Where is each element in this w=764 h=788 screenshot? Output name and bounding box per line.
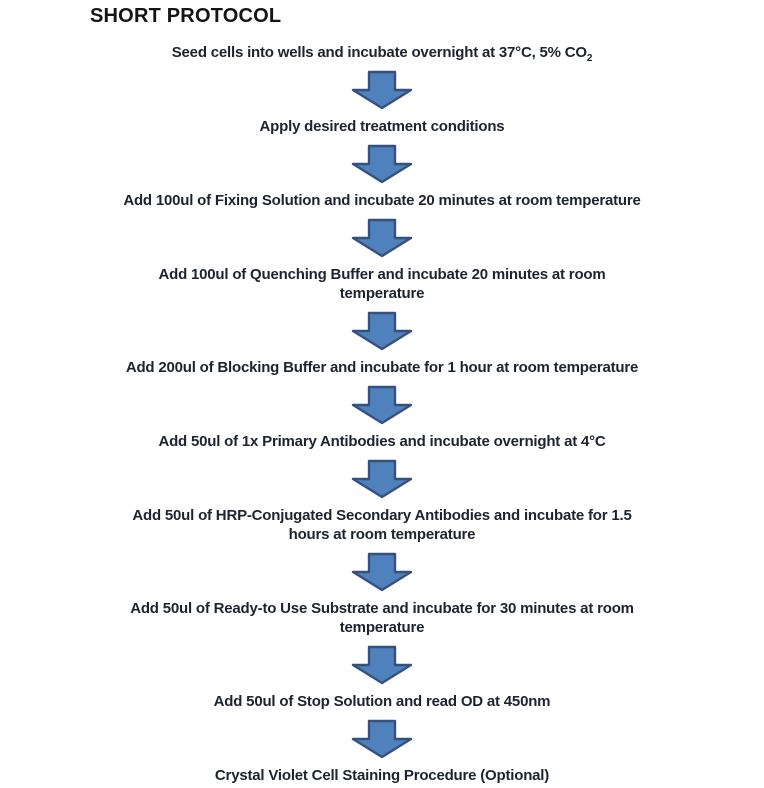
down-arrow-icon xyxy=(350,311,414,351)
down-arrow-icon xyxy=(350,144,414,184)
protocol-step-7 xyxy=(132,506,631,544)
protocol-step-6 xyxy=(158,432,605,451)
down-arrow-icon xyxy=(350,552,414,592)
step-text: temperature xyxy=(339,285,425,302)
protocol-step-1 xyxy=(172,43,593,62)
protocol-step-2 xyxy=(260,117,505,136)
co2-subscript: 2 xyxy=(586,53,593,64)
protocol-step-3 xyxy=(123,191,640,210)
step-text: Apply desired treatment conditions xyxy=(259,118,505,135)
step-text: hours at room temperature xyxy=(288,526,476,543)
step-text: Add 100ul of Fixing Solution and incubate 20 minutes at room temperature xyxy=(123,192,641,209)
step-text: Add 50ul of Stop Solution and read OD at 450nm xyxy=(213,693,551,710)
step-text: Crystal Violet Cell Staining Procedure (Optional) xyxy=(214,767,550,784)
down-arrow-icon xyxy=(350,385,414,425)
step-text: Add 200ul of Blocking Buffer and incubate for 1 hour at room temperature xyxy=(125,359,639,376)
step-text: Add 50ul of 1x Primary Antibodies and incubate overnight at 4°C xyxy=(158,433,606,450)
step-text: Add 100ul of Quenching Buffer and incubate 20 minutes at room xyxy=(158,266,606,283)
down-arrow-icon xyxy=(350,459,414,499)
flowchart-column xyxy=(0,40,764,788)
protocol-step-5 xyxy=(126,358,638,377)
down-arrow-icon xyxy=(350,218,414,258)
protocol-step-4 xyxy=(158,265,605,303)
down-arrow-icon xyxy=(350,719,414,759)
protocol-step-8 xyxy=(130,599,634,637)
page-title: SHORT PROTOCOL xyxy=(90,5,282,27)
step-text: Seed cells into wells and incubate overnight at 37°C, 5% $CO_2$ xyxy=(171,44,593,64)
down-arrow-icon xyxy=(350,645,414,685)
step-text: Add 50ul of Ready-to Use Substrate and incubate for 30 minutes at room xyxy=(130,600,634,617)
down-arrow-icon xyxy=(350,70,414,110)
step-text: Add 50ul of HRP-Conjugated Secondary Antibodies and incubate for 1.5 xyxy=(132,507,632,524)
protocol-step-10 xyxy=(215,766,549,785)
protocol-step-9 xyxy=(214,692,551,711)
step-text: temperature xyxy=(339,619,425,636)
